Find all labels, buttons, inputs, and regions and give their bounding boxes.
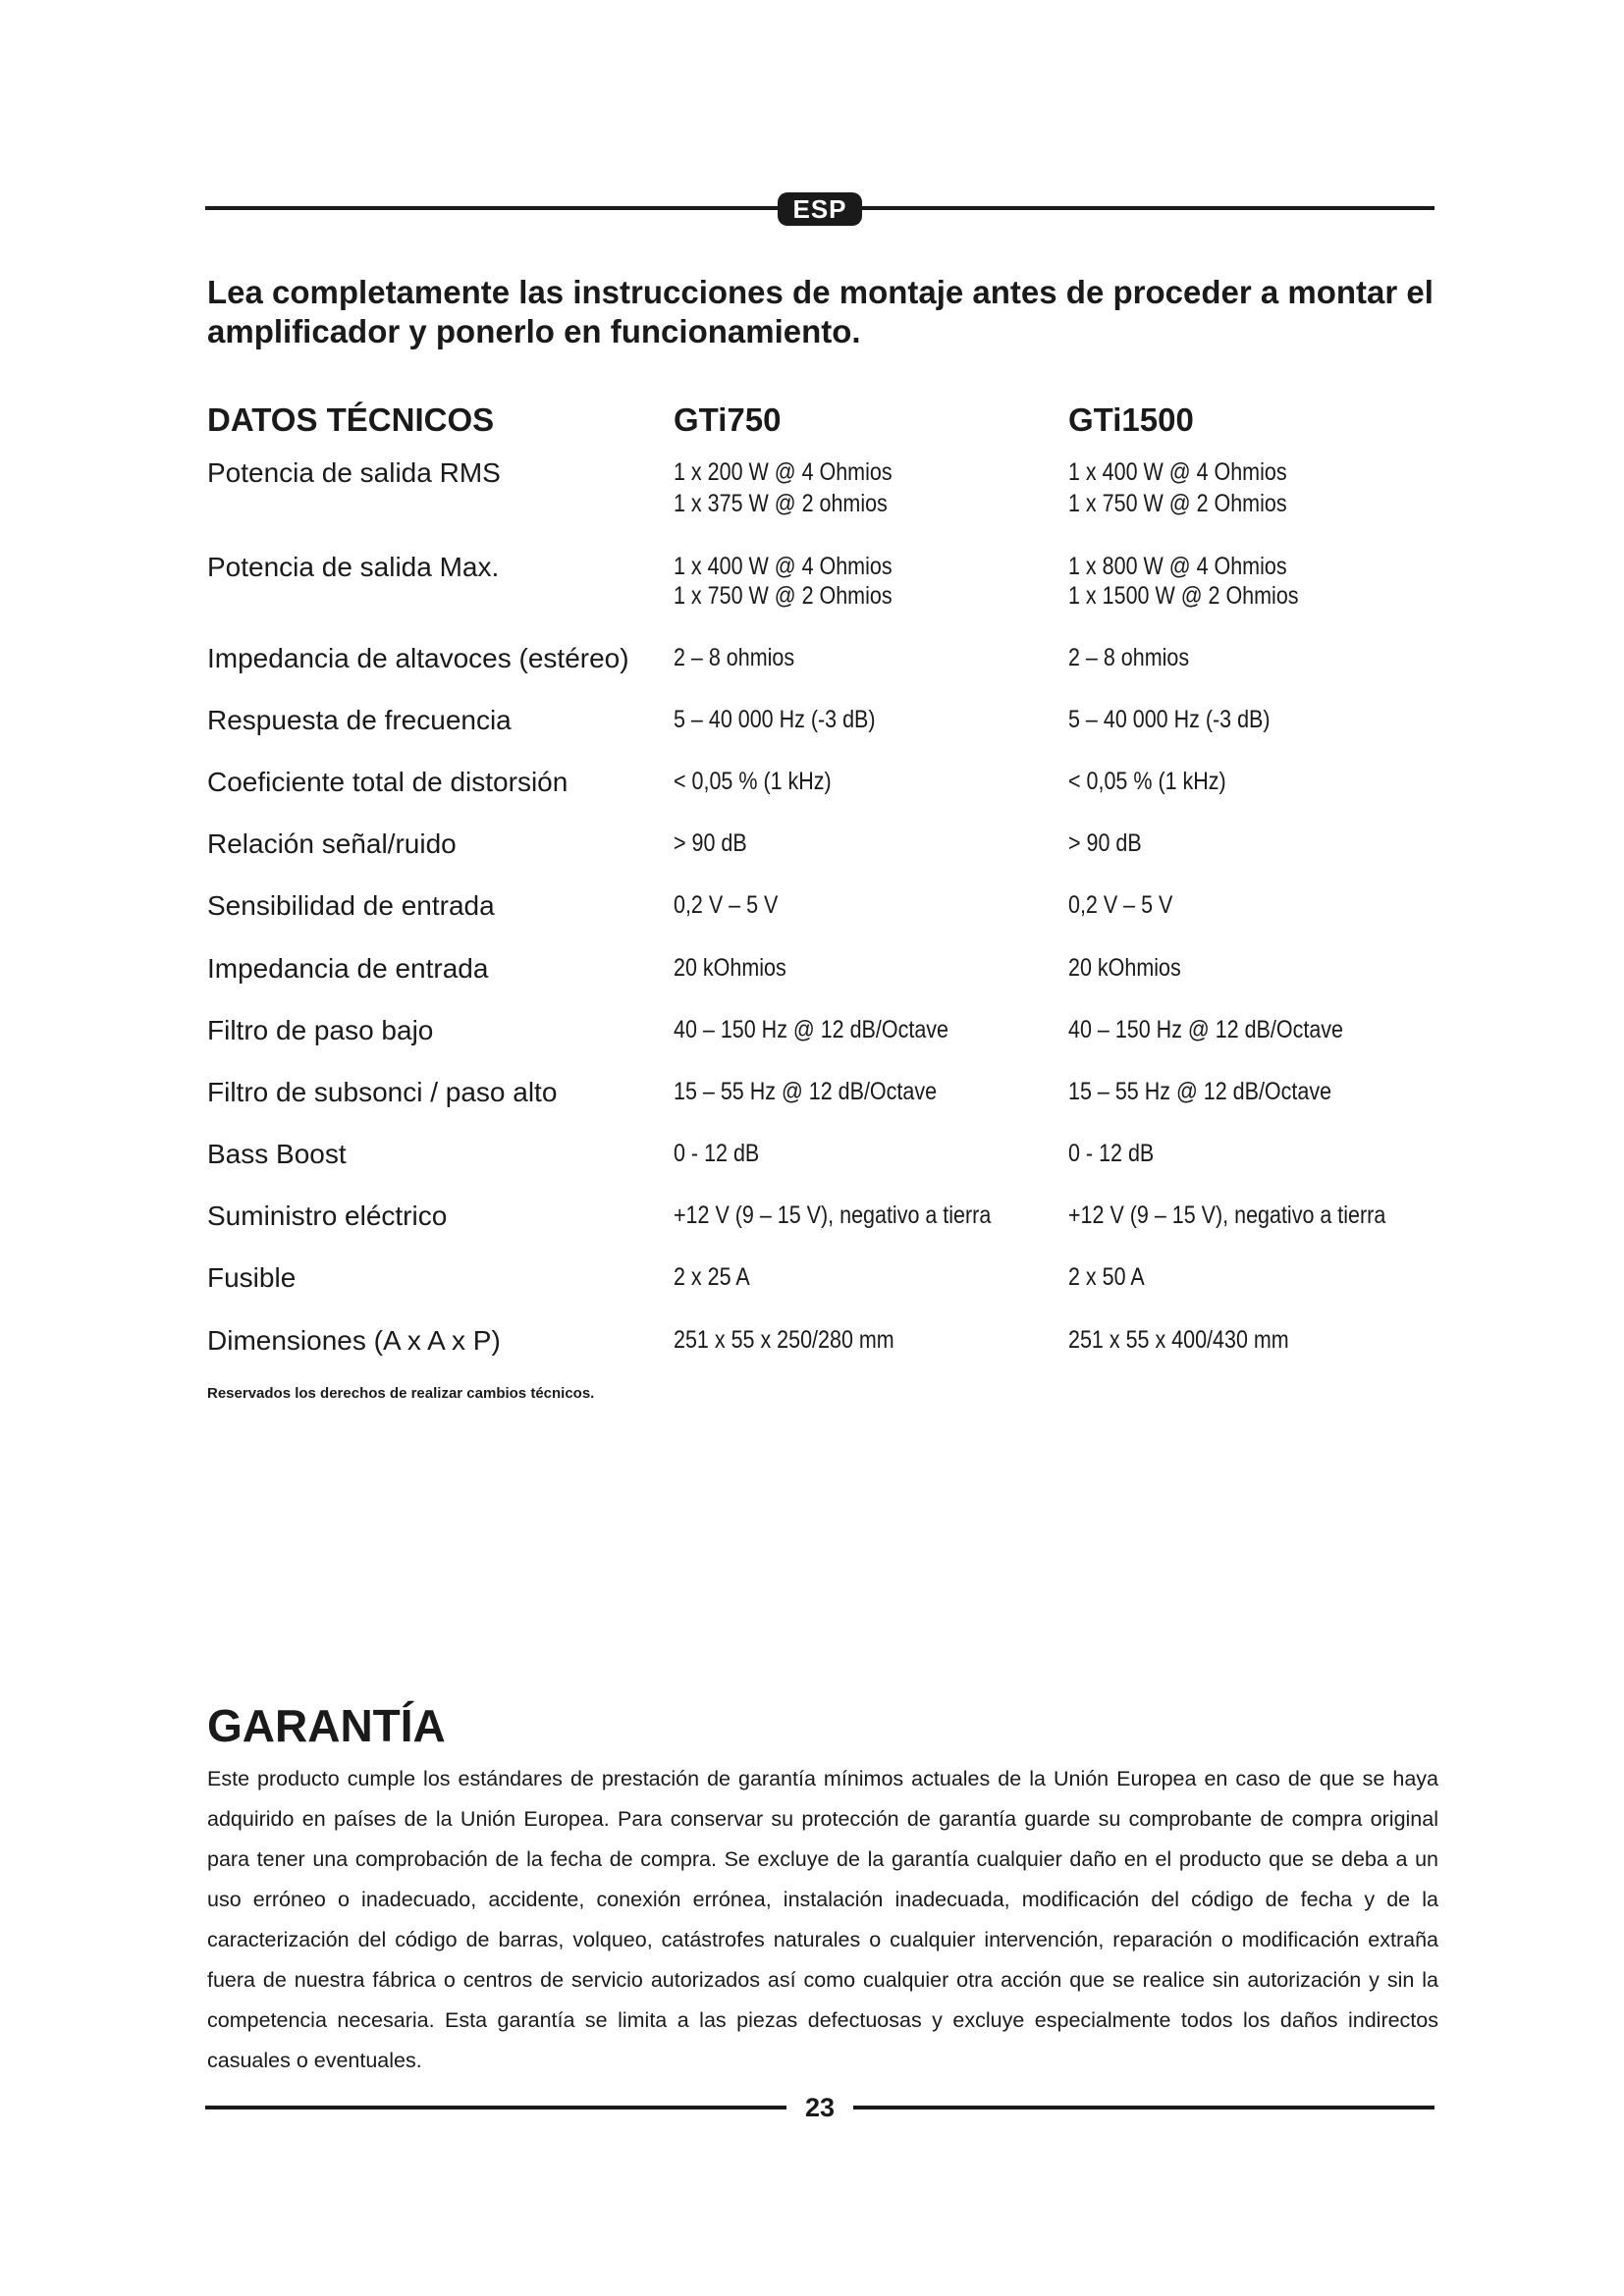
spec-label: Impedancia de altavoces (estéreo)	[207, 643, 629, 673]
model-1-heading: GTi750	[674, 401, 782, 438]
spec-label: Relación señal/ruido	[207, 828, 457, 859]
spec-label: Coeficiente total de distorsión	[207, 767, 568, 797]
spec-value-model-2: +12 V (9 – 15 V), negativo a tierra	[1068, 1201, 1386, 1229]
spec-value-model-2: 5 – 40 000 Hz (-3 dB)	[1068, 706, 1271, 733]
spec-label: Suministro eléctrico	[207, 1201, 448, 1231]
spec-value-model-2: 20 kOhmios	[1068, 954, 1181, 982]
spec-value-model-1: 0,2 V – 5 V	[674, 891, 779, 919]
spec-label: Dimensiones (A x A x P)	[207, 1325, 501, 1356]
spec-value-model-2: 1 x 400 W @ 4 Ohmios	[1068, 458, 1287, 486]
spec-value-model-2: 0 - 12 dB	[1068, 1140, 1155, 1167]
spec-value-model-1: 1 x 200 W @ 4 Ohmios	[674, 458, 893, 486]
spec-value-model-2: 40 – 150 Hz @ 12 dB/Octave	[1068, 1016, 1343, 1043]
spec-value-model-1: > 90 dB	[674, 829, 747, 857]
spec-value-model-1: 5 – 40 000 Hz (-3 dB)	[674, 706, 876, 733]
footer-rule-right	[853, 2106, 1435, 2109]
spec-label: Sensibilidad de entrada	[207, 890, 495, 921]
spec-label: Potencia de salida RMS	[207, 457, 501, 488]
spec-value-model-1: 40 – 150 Hz @ 12 dB/Octave	[674, 1016, 948, 1043]
spec-value-model-2: < 0,05 % (1 kHz)	[1068, 768, 1226, 795]
spec-value-model-1: 1 x 375 W @ 2 ohmios	[674, 490, 888, 517]
spec-value-model-2: 1 x 800 W @ 4 Ohmios	[1068, 553, 1287, 580]
spec-value-model-2: > 90 dB	[1068, 829, 1142, 857]
header-rule-left	[205, 206, 781, 210]
spec-label: Respuesta de frecuencia	[207, 705, 512, 735]
spec-value-model-1: 1 x 750 W @ 2 Ohmios	[674, 582, 893, 610]
spec-value-model-1: < 0,05 % (1 kHz)	[674, 768, 832, 795]
header-rule-right	[859, 206, 1435, 210]
spec-value-model-1: 2 – 8 ohmios	[674, 644, 795, 671]
spec-value-model-2: 251 x 55 x 400/430 mm	[1068, 1326, 1289, 1354]
spec-value-model-2: 0,2 V – 5 V	[1068, 891, 1173, 919]
spec-value-model-1: +12 V (9 – 15 V), negativo a tierra	[674, 1201, 992, 1229]
spec-label: Fusible	[207, 1262, 297, 1293]
spec-value-model-2: 2 – 8 ohmios	[1068, 644, 1190, 671]
spec-value-model-1: 0 - 12 dB	[674, 1140, 760, 1167]
spec-label: Filtro de subsonci / paso alto	[207, 1077, 558, 1107]
spec-value-model-2: 1 x 1500 W @ 2 Ohmios	[1068, 582, 1299, 610]
specs-title: DATOS TÉCNICOS	[207, 401, 495, 438]
spec-value-model-1: 20 kOhmios	[674, 954, 786, 982]
language-badge: ESP	[778, 192, 862, 226]
spec-label: Bass Boost	[207, 1139, 347, 1169]
model-2-heading: GTi1500	[1068, 401, 1194, 438]
spec-value-model-2: 15 – 55 Hz @ 12 dB/Octave	[1068, 1078, 1332, 1105]
spec-value-model-2: 2 x 50 A	[1068, 1263, 1145, 1291]
spec-label: Impedancia de entrada	[207, 953, 489, 984]
spec-value-model-2: 1 x 750 W @ 2 Ohmios	[1068, 490, 1287, 517]
spec-label: Potencia de salida Max.	[207, 552, 500, 582]
spec-value-model-1: 2 x 25 A	[674, 1263, 750, 1291]
spec-value-model-1: 251 x 55 x 250/280 mm	[674, 1326, 894, 1354]
footer-rule-left	[205, 2106, 786, 2109]
intro-heading: Lea completamente las instrucciones de montaje antes de proceder a montar el amplificador y ponerlo en funcionamiento.	[207, 274, 1434, 349]
spec-label: Filtro de paso bajo	[207, 1015, 434, 1045]
warranty-body: Este producto cumple los estándares de prestación de garantía mínimos actuales de la Unión Europea en caso de que se haya adquirido en países de la Unión Europea. Para conservar su protección de garantía guarde su comprobante de compra original para tener una comprobación de la fecha de compra. Se excluye de la garantía cualquier daño en el producto que se deba a un uso erróneo o inadecuado, accidente, conexión errónea, instalación inadecuada, modificación del código de fecha y de la caracterización del código de barras, volqueo, catástrofes naturales o cualquier intervención, reparación o modificación extraña fuera de nuestra fábrica o centros de servicio autorizados así como cualquier otra acción que se realice sin autorización y sin la competencia necesaria. Esta garantía se limita a las piezas defectuosas y excluye especialmente todos los daños indirectos casuales o eventuales.	[207, 1767, 1438, 2072]
spec-value-model-1: 1 x 400 W @ 4 Ohmios	[674, 553, 893, 580]
technical-changes-note: Reservados los derechos de realizar cambios técnicos.	[207, 1385, 595, 1402]
spec-value-model-1: 15 – 55 Hz @ 12 dB/Octave	[674, 1078, 938, 1105]
warranty-title: GARANTÍA	[207, 1700, 446, 1751]
page-number: 23	[804, 2093, 836, 2122]
